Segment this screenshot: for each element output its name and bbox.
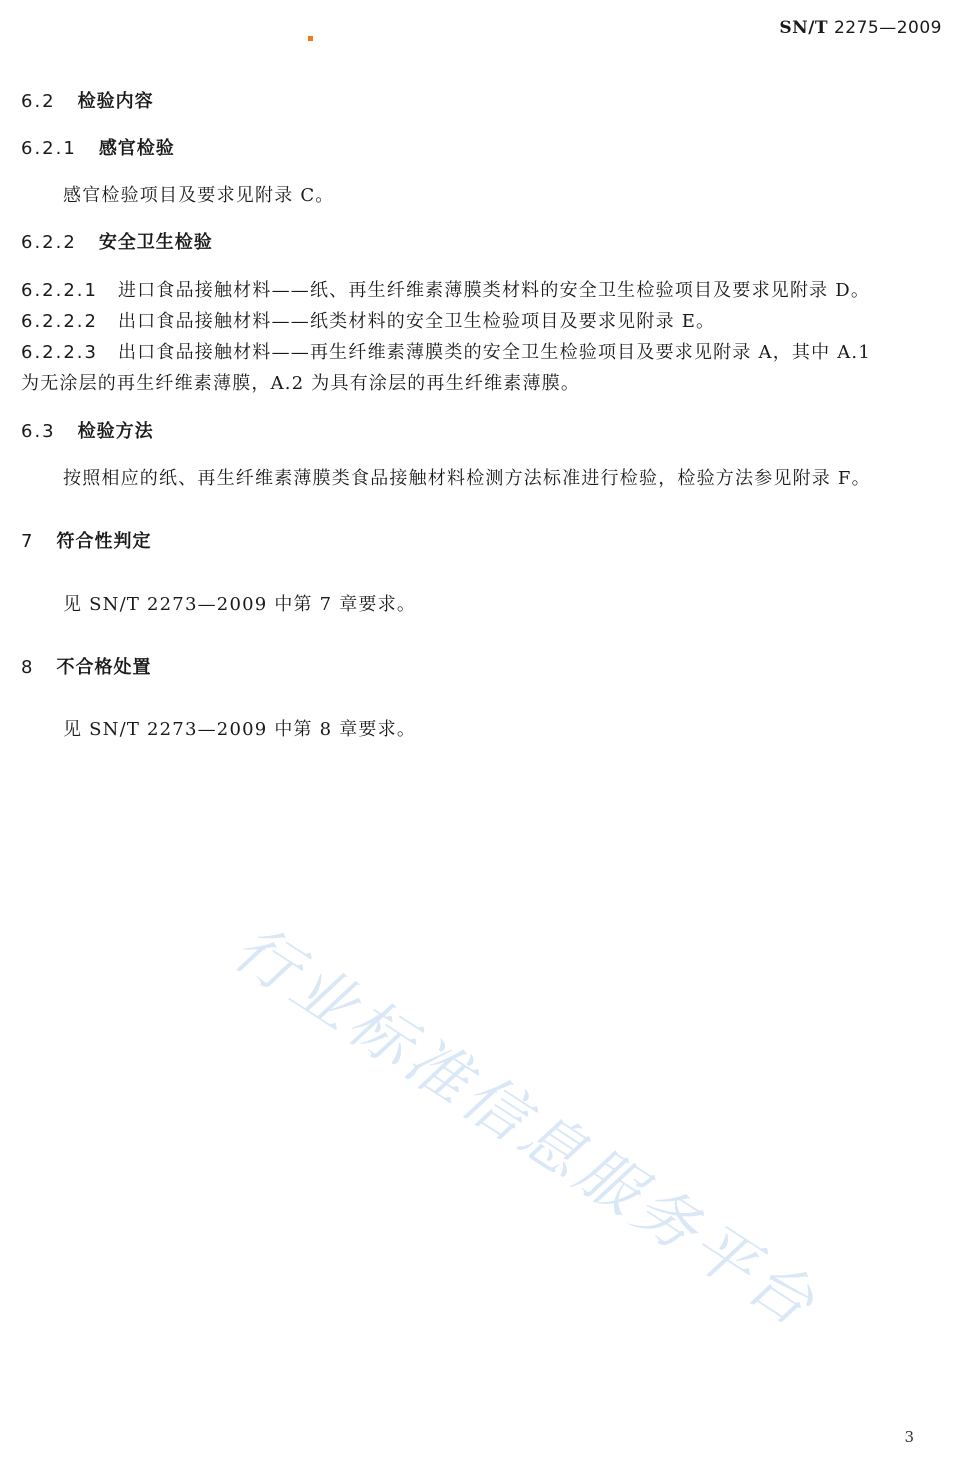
section-title: 感官检验 [98, 138, 175, 159]
standard-number: 2275—2009 [833, 18, 942, 38]
clause-text: 进口食品接触材料——纸、再生纤维素薄膜类材料的安全卫生检验项目及要求见附录 D。 [117, 280, 871, 301]
clause-text-line-1: 出口食品接触材料——再生纤维素薄膜类的安全卫生检验项目及要求见附录 A，其中 A.1 [117, 342, 871, 363]
page-number: 3 [904, 1428, 914, 1446]
clause-6-2-2-3 [21, 341, 871, 365]
chapter-7-text: 见 SN/T 2273—2009 中第 7 章要求。 [63, 594, 417, 615]
standard-code-header [779, 18, 942, 38]
section-number: 6.2.2 [21, 232, 77, 253]
section-number: 6.2 [21, 91, 56, 112]
section-title: 安全卫生检验 [98, 232, 213, 253]
chapter-title: 不合格处置 [56, 657, 152, 678]
clause-number: 6.2.2.2 [21, 311, 98, 332]
section-6-2-heading [21, 90, 154, 114]
chapter-number: 8 [21, 657, 35, 678]
section-6-3-text: 按照相应的纸、再生纤维素薄膜类食品接触材料检测方法标准进行检验，检验方法参见附录 F。 [63, 468, 871, 489]
section-title: 检验方法 [77, 421, 154, 442]
clause-number: 6.2.2.1 [21, 280, 98, 301]
section-number: 6.2.1 [21, 138, 77, 159]
clause-6-2-2-2 [21, 310, 715, 334]
watermark: 行业标准信息服务平台 [221, 910, 832, 1343]
accent-mark [308, 36, 313, 41]
section-6-3-heading [21, 420, 154, 444]
chapter-number: 7 [21, 531, 35, 552]
chapter-title: 符合性判定 [56, 531, 152, 552]
section-6-2-2-heading [21, 231, 213, 255]
section-6-2-1-heading [21, 137, 175, 161]
chapter-7-heading [21, 530, 151, 554]
standard-prefix: SN/T [779, 18, 829, 38]
section-number: 6.3 [21, 421, 56, 442]
section-6-2-1-text: 感官检验项目及要求见附录 C。 [63, 185, 335, 206]
clause-6-2-2-3-continuation: 为无涂层的再生纤维素薄膜，A.2 为具有涂层的再生纤维素薄膜。 [21, 373, 581, 394]
chapter-8-heading [21, 656, 151, 680]
clause-number: 6.2.2.3 [21, 342, 98, 363]
clause-text: 出口食品接触材料——纸类材料的安全卫生检验项目及要求见附录 E。 [117, 311, 716, 332]
section-title: 检验内容 [77, 91, 154, 112]
clause-6-2-2-1 [21, 279, 870, 303]
chapter-8-text: 见 SN/T 2273—2009 中第 8 章要求。 [63, 719, 417, 740]
